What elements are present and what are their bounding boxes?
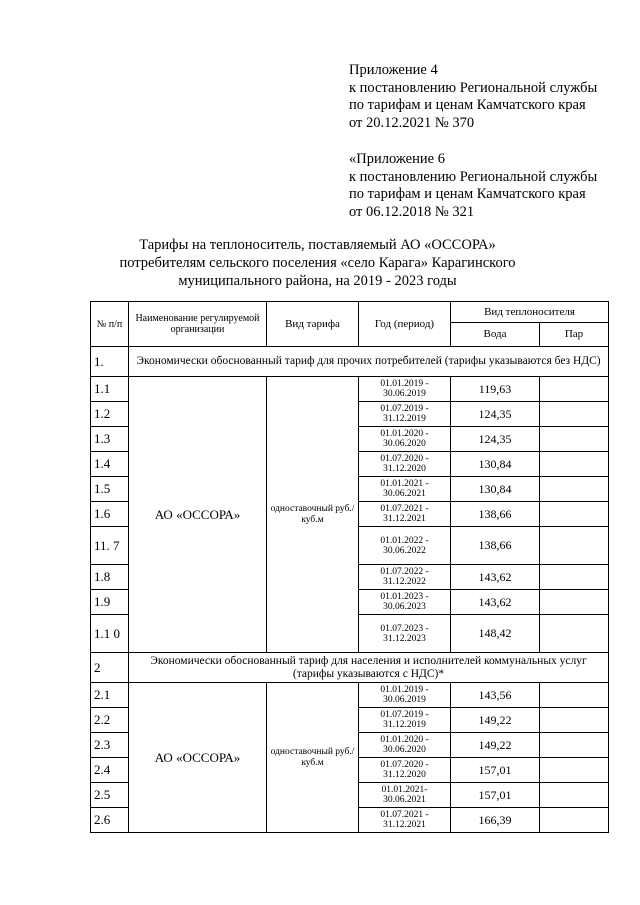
period-cell: 01.01.2021- 30.06.2021 bbox=[359, 783, 451, 808]
appendix-line: по тарифам и ценам Камчатского края bbox=[349, 186, 586, 202]
section-num: 2 bbox=[91, 653, 129, 683]
period-cell: 01.07.2020 - 31.12.2020 bbox=[359, 452, 451, 477]
steam-value bbox=[540, 402, 609, 427]
org-name: АО «ОССОРА» bbox=[129, 377, 267, 653]
appendix-line: к постановлению Региональной службы bbox=[349, 168, 598, 185]
row-num: 2.4 bbox=[91, 758, 129, 783]
water-value: 166,39 bbox=[451, 808, 540, 833]
tariff-kind: одноставочный руб./куб.м bbox=[267, 683, 359, 833]
steam-value bbox=[540, 615, 609, 653]
header-carrier: Вид теплоносителя bbox=[451, 302, 609, 323]
water-value: 124,35 bbox=[451, 402, 540, 427]
tariff-table bbox=[90, 301, 609, 833]
steam-value bbox=[540, 590, 609, 615]
water-value: 138,66 bbox=[451, 502, 540, 527]
period-cell: 01.01.2022 - 30.06.2022 bbox=[359, 527, 451, 565]
period-cell: 01.07.2022 - 31.12.2022 bbox=[359, 565, 451, 590]
water-value: 130,84 bbox=[451, 452, 540, 477]
steam-value bbox=[540, 527, 609, 565]
water-value: 157,01 bbox=[451, 758, 540, 783]
org-name: АО «ОССОРА» bbox=[129, 683, 267, 833]
appendix-line: от 06.12.2018 № 321 bbox=[349, 203, 475, 220]
steam-value bbox=[540, 452, 609, 477]
steam-value bbox=[540, 733, 609, 758]
row-num: 2.6 bbox=[91, 808, 129, 833]
period-cell: 01.07.2021 - 31.12.2021 bbox=[359, 502, 451, 527]
steam-value bbox=[540, 808, 609, 833]
water-value: 130,84 bbox=[451, 477, 540, 502]
steam-value bbox=[540, 683, 609, 708]
water-value: 148,42 bbox=[451, 615, 540, 653]
header-org: Наименование регулируемой организации bbox=[129, 302, 267, 347]
document-title: Тарифы на теплоноситель, поставляемый АО «ОССОРА» потребителям сельского поселения «село Карага» Карагинского муниципального района, на 2019 - 2023 годы bbox=[119, 237, 516, 289]
period-cell: 01.07.2021 - 31.12.2021 bbox=[359, 808, 451, 833]
appendix-line: от 20.12.2021 № 370 bbox=[349, 114, 475, 131]
row-num: 2.3 bbox=[91, 733, 129, 758]
table-row bbox=[91, 683, 609, 708]
row-num: 1.6 bbox=[91, 502, 129, 527]
water-value: 149,22 bbox=[451, 708, 540, 733]
period-cell: 01.07.2019 - 31.12.2019 bbox=[359, 402, 451, 427]
appendix-line: к постановлению Региональной службы bbox=[349, 79, 598, 96]
row-num: 2.2 bbox=[91, 708, 129, 733]
row-num: 11. 7 bbox=[91, 527, 129, 565]
steam-value bbox=[540, 783, 609, 808]
section-num: 1. bbox=[91, 347, 129, 377]
table-row bbox=[91, 377, 609, 402]
section-title: Экономически обоснованный тариф для прочих потребителей (тарифы указываются без НДС) bbox=[129, 347, 609, 377]
water-value: 143,62 bbox=[451, 565, 540, 590]
steam-value bbox=[540, 565, 609, 590]
header-kind: Вид тарифа bbox=[267, 302, 359, 347]
row-num: 2.5 bbox=[91, 783, 129, 808]
period-cell: 01.07.2023 - 31.12.2023 bbox=[359, 615, 451, 653]
water-value: 157,01 bbox=[451, 783, 540, 808]
appendix-line: «Приложение 6 bbox=[349, 151, 445, 167]
row-num: 1.1 bbox=[91, 377, 129, 402]
steam-value bbox=[540, 377, 609, 402]
row-num: 1.1 0 bbox=[91, 615, 129, 653]
section-title: Экономически обоснованный тариф для населения и исполнителей коммунальных услуг (тарифы указываются с НДС)* bbox=[129, 653, 609, 683]
steam-value bbox=[540, 477, 609, 502]
row-num: 1.5 bbox=[91, 477, 129, 502]
period-cell: 01.01.2019 - 30.06.2019 bbox=[359, 683, 451, 708]
period-cell: 01.07.2019 - 31.12.2019 bbox=[359, 708, 451, 733]
period-cell: 01.07.2020 - 31.12.2020 bbox=[359, 758, 451, 783]
water-value: 149,22 bbox=[451, 733, 540, 758]
tariff-kind: одноставочный руб./куб.м bbox=[267, 377, 359, 653]
period-cell: 01.01.2020 - 30.06.2020 bbox=[359, 733, 451, 758]
period-cell: 01.01.2023 - 30.06.2023 bbox=[359, 590, 451, 615]
row-num: 1.4 bbox=[91, 452, 129, 477]
period-cell: 01.01.2019 - 30.06.2019 bbox=[359, 377, 451, 402]
row-num: 2.1 bbox=[91, 683, 129, 708]
steam-value bbox=[540, 502, 609, 527]
steam-value bbox=[540, 708, 609, 733]
row-num: 1.9 bbox=[91, 590, 129, 615]
appendix-6-header bbox=[349, 151, 597, 221]
header-period: Год (период) bbox=[359, 302, 451, 347]
header-water: Вода bbox=[451, 323, 540, 347]
header-num: № п/п bbox=[91, 302, 129, 347]
water-value: 143,56 bbox=[451, 683, 540, 708]
appendix-line: Приложение 4 bbox=[349, 62, 438, 78]
period-cell: 01.01.2020 - 30.06.2020 bbox=[359, 427, 451, 452]
steam-value bbox=[540, 427, 609, 452]
period-cell: 01.01.2021 - 30.06.2021 bbox=[359, 477, 451, 502]
water-value: 119,63 bbox=[451, 377, 540, 402]
row-num: 1.8 bbox=[91, 565, 129, 590]
appendix-4-header bbox=[349, 62, 597, 132]
header-steam: Пар bbox=[540, 323, 609, 347]
water-value: 143,62 bbox=[451, 590, 540, 615]
water-value: 124,35 bbox=[451, 427, 540, 452]
row-num: 1.3 bbox=[91, 427, 129, 452]
appendix-line: по тарифам и ценам Камчатского края bbox=[349, 97, 586, 113]
water-value: 138,66 bbox=[451, 527, 540, 565]
steam-value bbox=[540, 758, 609, 783]
row-num: 1.2 bbox=[91, 402, 129, 427]
